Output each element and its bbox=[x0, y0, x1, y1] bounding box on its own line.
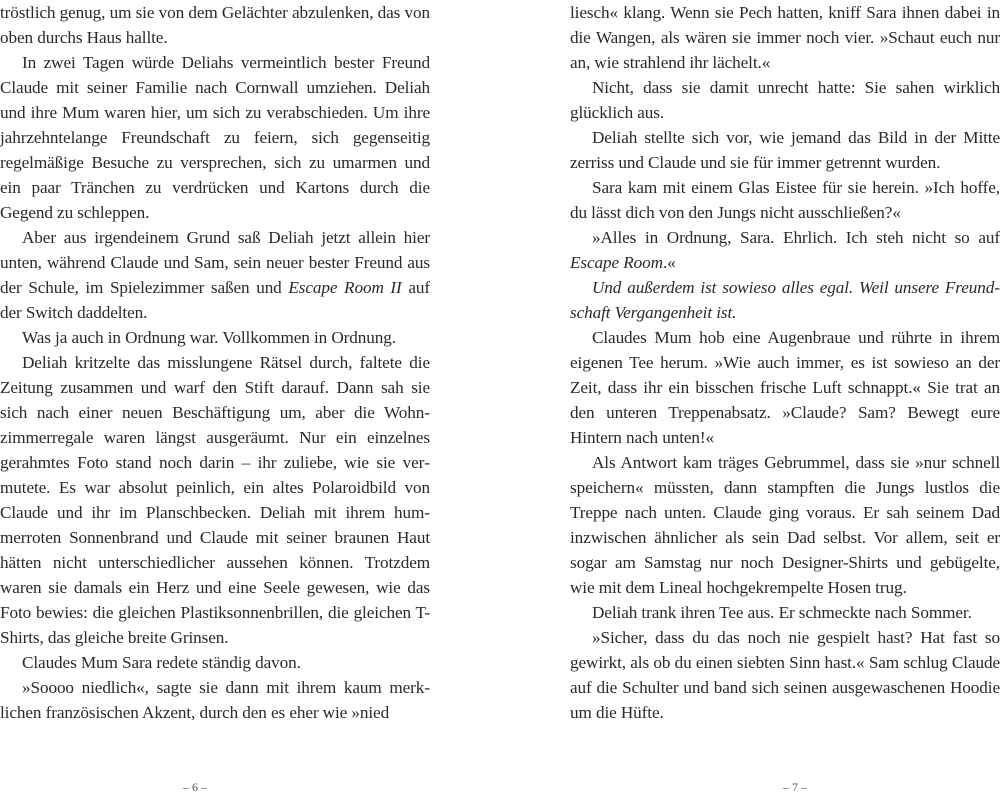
text-segment: »Alles in Ordnung, Sara. Ehrlich. Ich steh nicht so auf bbox=[592, 228, 1000, 247]
right-page bbox=[570, 0, 1000, 800]
paragraph bbox=[570, 0, 1000, 75]
paragraph bbox=[570, 125, 1000, 175]
text-segment: Claudes Mum hob eine Augenbraue und rührte in ihrem eigenen Tee herum. »Wie auch immer, es ist sowieso an der Zeit, dass ihr ein bisschen frische Luft schnappt.« Sie trat an den unteren Treppenabsatz. »Claude? Sam? Bewegt eure Hintern nach unten!« bbox=[570, 328, 1000, 447]
text-segment: Nicht, dass sie damit unrecht hatte: Sie sahen wirklich glücklich aus. bbox=[570, 78, 1000, 122]
paragraph bbox=[0, 350, 430, 650]
paragraph bbox=[0, 675, 430, 725]
text-segment: Als Antwort kam träges Gebrummel, dass sie »nur schnell speichern« müssten, dann stampften die Jungs lustlos die Treppe nach unten. Claude ging voraus. Er sah seinem Dad inzwischen ähnlicher als sein Dad selbst. Vor allem, seit er sogar am Samstag nur noch Designer-Shirts und gebügelte, wie mit dem Lineal hochgekrempelte Hosen trug. bbox=[570, 453, 1000, 597]
text-segment: »Soooo niedlich«, sagte sie dann mit ihrem kaum merklichen französischen Akzent, durch den es eher wie »nied bbox=[0, 678, 430, 722]
left-page-text bbox=[0, 0, 430, 725]
paragraph bbox=[0, 650, 430, 675]
paragraph bbox=[0, 325, 430, 350]
paragraph bbox=[570, 625, 1000, 725]
paragraph bbox=[0, 225, 430, 325]
text-segment: tröstlich genug, um sie von dem Gelächter abzulenken, das von oben durchs Haus hallte. bbox=[0, 3, 430, 47]
paragraph bbox=[570, 600, 1000, 625]
italic-text: Und außerdem ist sowieso alles egal. Weil unsere Freundschaft Vergangenheit ist. bbox=[570, 278, 1000, 322]
right-page-text bbox=[570, 0, 1000, 725]
text-segment: Sara kam mit einem Glas Eistee für sie herein. »Ich hoffe, du lässt dich von den Jungs nicht ausschließen?« bbox=[570, 178, 1000, 222]
page-number: – 7 – bbox=[783, 780, 807, 794]
text-segment: Was ja auch in Ordnung war. Vollkommen in Ordnung. bbox=[22, 328, 396, 347]
text-segment: auf der Switch daddelten. bbox=[0, 278, 431, 322]
text-segment: .« bbox=[662, 253, 676, 272]
italic-text: Escape Room bbox=[570, 253, 663, 272]
left-page bbox=[0, 0, 430, 800]
text-segment: Aber aus irgendeinem Grund saß Deliah jetzt allein hier unten, während Claude und Sam, sein neuer bester Freund aus der Schule, im Spielezimmer saßen und bbox=[0, 228, 430, 297]
paragraph bbox=[570, 75, 1000, 125]
paragraph bbox=[0, 50, 430, 225]
text-segment: Claudes Mum Sara redete ständig davon. bbox=[22, 653, 301, 672]
italic-text: Escape Room II bbox=[288, 278, 402, 297]
paragraph bbox=[570, 275, 1000, 325]
paragraph bbox=[570, 325, 1000, 450]
text-segment: Deliah trank ihren Tee aus. Er schmeckte nach Sommer. bbox=[592, 603, 972, 622]
paragraph bbox=[570, 450, 1000, 600]
page-number: – 6 – bbox=[183, 780, 207, 794]
text-segment: Deliah stellte sich vor, wie jemand das Bild in der Mitte zerriss und Claude und sie für immer getrennt wurden. bbox=[570, 128, 1000, 172]
text-segment: liesch« klang. Wenn sie Pech hatten, kniff Sara ihnen dabei in die Wangen, als wären sie immer noch vier. »Schaut euch nur an, wie strahlend ihr lächelt.« bbox=[570, 3, 1000, 72]
text-segment: Deliah kritzelte das misslungene Rätsel durch, faltete die Zeitung zusammen und warf den Stift darauf. Dann sah sie sich nach einer neuen Beschäftigung um, aber die Wohnzimmerregale waren längst ausgeräumt. Nur ein einzelnes gerahmtes Foto stand noch darin – ihr zuliebe, wie sie vermutete. Es war absolut peinlich, ein altes Polaroidbild von Claude und ihr im Planschbecken. Deliah mit ihrem hummerroten Sonnenbrand und Claude mit seiner braunen Haut hätten nicht unterschiedlicher aussehen können. Trotzdem waren sie damals ein Herz und eine Seele gewesen, wie das Foto bewies: die gleichen Plastiksonnenbrillen, die gleichen T-Shirts, das gleiche breite Grinsen. bbox=[0, 353, 430, 647]
paragraph bbox=[570, 175, 1000, 225]
paragraph bbox=[0, 0, 430, 50]
paragraph bbox=[570, 225, 1000, 275]
text-segment: In zwei Tagen würde Deliahs vermeintlich bester Freund Claude mit seiner Familie nach Cornwall umziehen. Deliah und ihre Mum waren hier, um sich zu verabschieden. Um ihre jahrzehntelange Freundschaft zu feiern, sich gegenseitig regelmäßige Besuche zu versprechen, sich zu umarmen und ein paar Tränchen zu verdrücken und Kartons durch die Gegend zu schleppen. bbox=[0, 53, 430, 222]
text-segment: »Sicher, dass du das noch nie gespielt hast? Hat fast so gewirkt, als ob du einen siebten Sinn hast.« Sam schlug Claude auf die Schulter und band sich seinen ausgewaschenen Hoodie um die Hüfte. bbox=[570, 628, 1000, 722]
